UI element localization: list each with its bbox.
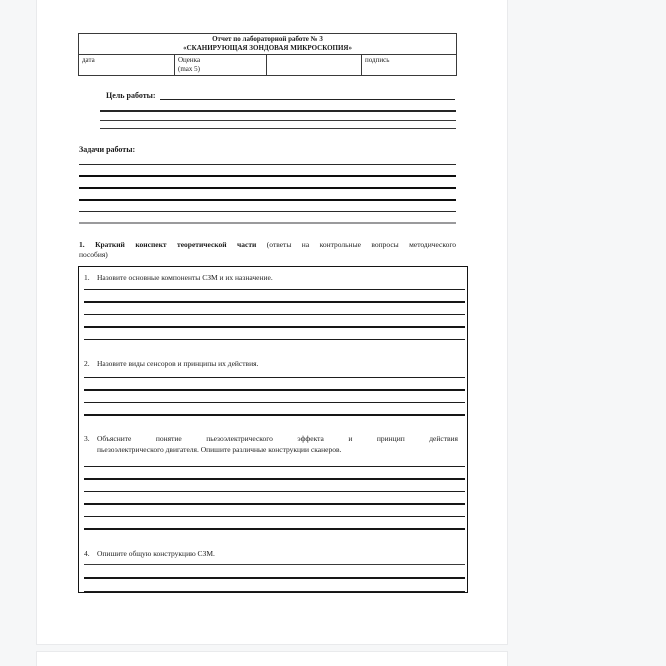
blank-line (79, 222, 456, 224)
date-label: дата (82, 56, 95, 64)
grade-label: Оценка (178, 56, 201, 64)
section1-heading-line2: пособия) (79, 250, 108, 259)
blank-line (79, 175, 456, 177)
question-1-text: Назовите основные компоненты СЗМ и их назначение. (97, 273, 273, 282)
tasks-label: Задачи работы: (79, 145, 136, 154)
header-table (78, 33, 457, 76)
grade-cell (175, 55, 267, 76)
blank-line (84, 564, 465, 565)
blank-line (84, 301, 465, 303)
question-item-1 (84, 272, 465, 340)
blank-line (100, 128, 456, 129)
header-meta-row (79, 55, 457, 76)
section1-heading-line1 (79, 240, 456, 250)
section1-heading-normal: (ответы на контрольные вопросы методического (266, 240, 457, 249)
question-item-2 (84, 358, 465, 416)
blank-line (84, 414, 465, 416)
question-4-blank-lines (84, 564, 465, 592)
blank-line (84, 478, 465, 480)
questions-box (78, 266, 468, 593)
blank-line (79, 211, 456, 212)
blank-line (100, 120, 456, 121)
blank-line (79, 164, 456, 165)
report-page-1 (36, 0, 508, 645)
report-title-cell (79, 34, 457, 55)
blank-line (84, 503, 465, 505)
question-2-number: 2. (84, 359, 90, 368)
blank-line (84, 466, 465, 467)
tasks-blank-lines (79, 164, 456, 224)
blank-line (84, 402, 465, 403)
goal-blank-lines (100, 110, 456, 129)
signature-cell (362, 55, 457, 76)
question-2-text: Назовите виды сенсоров и принципы их действия. (97, 359, 259, 368)
blank-line (84, 591, 465, 592)
blank-line (84, 491, 465, 492)
header-title-row (79, 34, 457, 55)
blank-line (79, 187, 456, 189)
question-2-blank-lines (84, 377, 465, 416)
signature-label: подпись (365, 56, 390, 64)
blank-line (84, 339, 465, 340)
question-1-number: 1. (84, 273, 90, 282)
question-item-3 (84, 433, 465, 530)
empty-cell (267, 55, 362, 76)
blank-line (84, 389, 465, 391)
question-item-4 (84, 548, 465, 592)
date-cell (79, 55, 175, 76)
question-3-text-line2: пьезоэлектрического двигателя. Опишите различные конструкции сканеров. (97, 445, 342, 454)
question-3-text-line1: Объясните понятие пьезоэлектрического эффекта и принцип действия (97, 434, 458, 443)
goal-label: Цель работы: (106, 91, 156, 100)
blank-line (84, 577, 465, 579)
report-title-line1: Отчет по лабораторной работе № 3 (212, 35, 323, 43)
blank-line (84, 314, 465, 315)
goal-section (106, 91, 455, 101)
question-4-text: Опишите общую конструкцию СЗМ. (97, 549, 215, 558)
blank-line (84, 377, 465, 378)
grade-max-label: (max 5) (178, 65, 200, 73)
report-page-2-edge (36, 651, 508, 666)
question-4-number: 4. (84, 549, 90, 558)
question-3-number: 3. (84, 434, 90, 443)
report-title-line2: «СКАНИРУЮЩАЯ ЗОНДОВАЯ МИКРОСКОПИЯ» (183, 44, 352, 52)
question-3-blank-lines (84, 466, 465, 530)
blank-line (84, 326, 465, 328)
blank-line (84, 516, 465, 517)
blank-line (79, 199, 456, 201)
section1-heading (79, 240, 456, 260)
blank-line (84, 289, 465, 290)
question-1-blank-lines (84, 289, 465, 340)
blank-line (100, 110, 456, 112)
section1-heading-bold: 1. Краткий конспект теоретической части (79, 240, 257, 249)
blank-line (84, 528, 465, 530)
goal-writein-line (160, 91, 455, 100)
